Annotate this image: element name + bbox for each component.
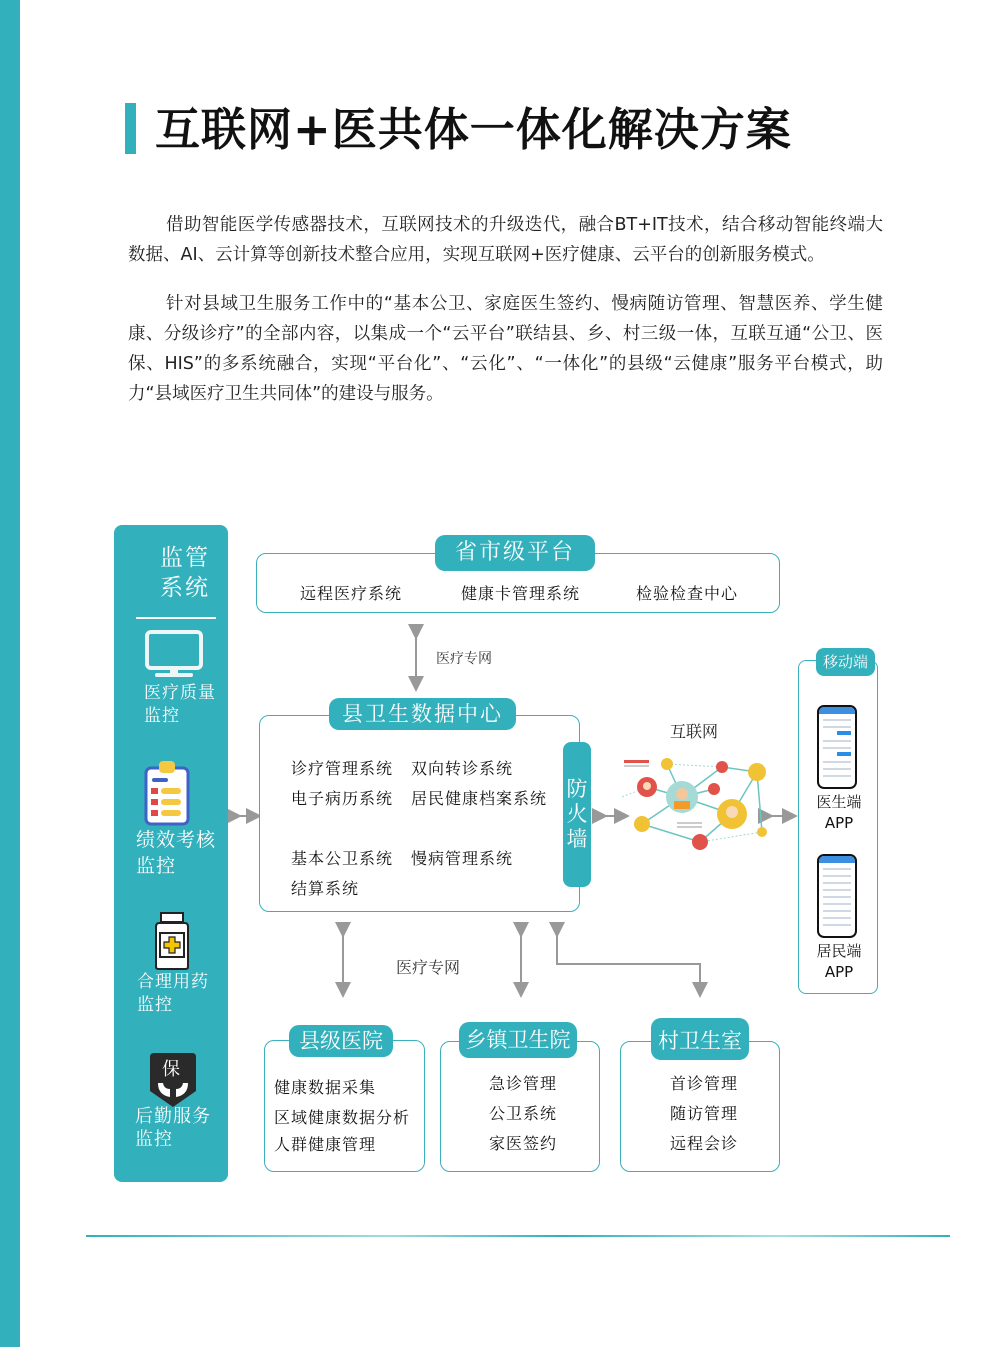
county-system: 居民健康档案系统: [411, 789, 548, 808]
supervision-title: [160, 543, 210, 603]
supervision-item-medication: [137, 971, 209, 1017]
page-title: 互联网+医共体一体化解决方案: [155, 103, 792, 156]
tier-township-hospital-title: 乡镇卫生院: [459, 1022, 577, 1058]
supervision-divider: [136, 617, 216, 619]
intro-paragraph-2: 针对县域卫生服务工作中的“基本公卫、家庭医生签约、慢病随访管理、智慧医养、学生健康、分级诊疗”的全部内容，以集成一个“云平台”联结县、乡、村三级一体，互联互通“公卫、医保、HIS”的多系统融合，实现“平台化”、“云化”、“一体化”的县级“云健康”服务平台模式，助力“县域医疗卫生共同体”的建设与服务。: [128, 294, 883, 404]
insurance-icon-text: 保: [162, 1059, 180, 1080]
provincial-item-lab-center: 检验检查中心: [636, 584, 739, 603]
county-system: 慢病管理系统: [411, 849, 514, 868]
app-label-line: APP: [824, 963, 854, 981]
mobile-panel: [798, 653, 878, 994]
provincial-item-remote-medical: 远程医疗系统: [300, 584, 403, 603]
app-label-line: 医生端: [816, 793, 862, 811]
intro-paragraph-1: 借助智能医学传感器技术，互联网技术的升级迭代，融合BT+IT技术，结合移动智能终端大数据、AI、云计算等创新技术整合应用，实现互联网+医疗健康、云平台的创新服务模式。: [128, 215, 883, 265]
supervision-item-label: 监控: [135, 1129, 173, 1150]
internet-label: 互联网: [670, 722, 719, 741]
tier-village-clinic-title: 村卫生室: [651, 1018, 749, 1060]
firewall-block: [563, 742, 591, 887]
tier-item: 急诊管理: [489, 1074, 558, 1093]
supervision-item-label: 监控: [137, 995, 173, 1015]
provincial-item-health-card: 健康卡管理系统: [461, 584, 581, 603]
supervision-item-label: 合理用药: [137, 972, 209, 992]
supervision-item-performance: [136, 827, 216, 879]
firewall-label: 墙: [566, 827, 588, 851]
app-label-line: 居民端: [816, 942, 862, 960]
provincial-platform-title: 省市级平台: [435, 535, 595, 571]
tier-item: 家医签约: [489, 1134, 558, 1153]
firewall-label: 火: [566, 802, 588, 826]
medicine-bottle-icon: [154, 911, 190, 971]
supervision-panel: [114, 525, 228, 1182]
internet-network-illustration: [622, 752, 767, 852]
tier-item: 人群健康管理: [274, 1135, 377, 1154]
supervision-item-label: 监控: [136, 855, 177, 877]
county-data-center-title: 县卫生数据中心: [329, 698, 516, 730]
supervision-title-line1: 监管: [160, 545, 210, 571]
supervision-item-label: 监控: [144, 706, 180, 726]
resident-app-phone-icon: [817, 854, 857, 938]
supervision-item-label: 后勤服务: [135, 1106, 211, 1127]
doctor-app-phone-icon: [817, 705, 857, 789]
resident-app-label: [799, 941, 879, 983]
tier-item: 远程会诊: [670, 1134, 739, 1153]
doctor-app-label: [799, 792, 879, 834]
insurance-hands-icon: [150, 1053, 196, 1103]
county-system: 双向转诊系统: [411, 759, 514, 778]
county-system: 诊疗管理系统: [291, 759, 394, 778]
tier-item: 首诊管理: [670, 1074, 739, 1093]
clipboard-icon: [144, 760, 190, 826]
mobile-panel-title: 移动端: [816, 648, 875, 676]
app-label-line: APP: [824, 814, 854, 832]
county-system: 电子病历系统: [291, 789, 394, 808]
link-label-top: 医疗专网: [436, 651, 492, 667]
link-label-bottom: 医疗专网: [396, 958, 461, 977]
firewall-label: 防: [566, 777, 588, 801]
tier-item: 随访管理: [670, 1104, 739, 1123]
supervision-item-quality: [144, 682, 216, 728]
tier-county-hospital-title: 县级医院: [289, 1025, 393, 1057]
supervision-title-line2: 系统: [160, 575, 210, 601]
county-system: 结算系统: [291, 879, 360, 898]
tier-item: 公卫系统: [489, 1104, 558, 1123]
footer-divider: [86, 1235, 950, 1237]
supervision-item-logistics: [135, 1105, 211, 1151]
monitor-icon: [145, 630, 203, 678]
supervision-item-label: 绩效考核: [136, 829, 217, 851]
county-system: 基本公卫系统: [291, 849, 394, 868]
supervision-item-label: 医疗质量: [144, 683, 216, 703]
tier-item: 区域健康数据分析: [274, 1108, 411, 1127]
tier-item: 健康数据采集: [274, 1078, 377, 1097]
